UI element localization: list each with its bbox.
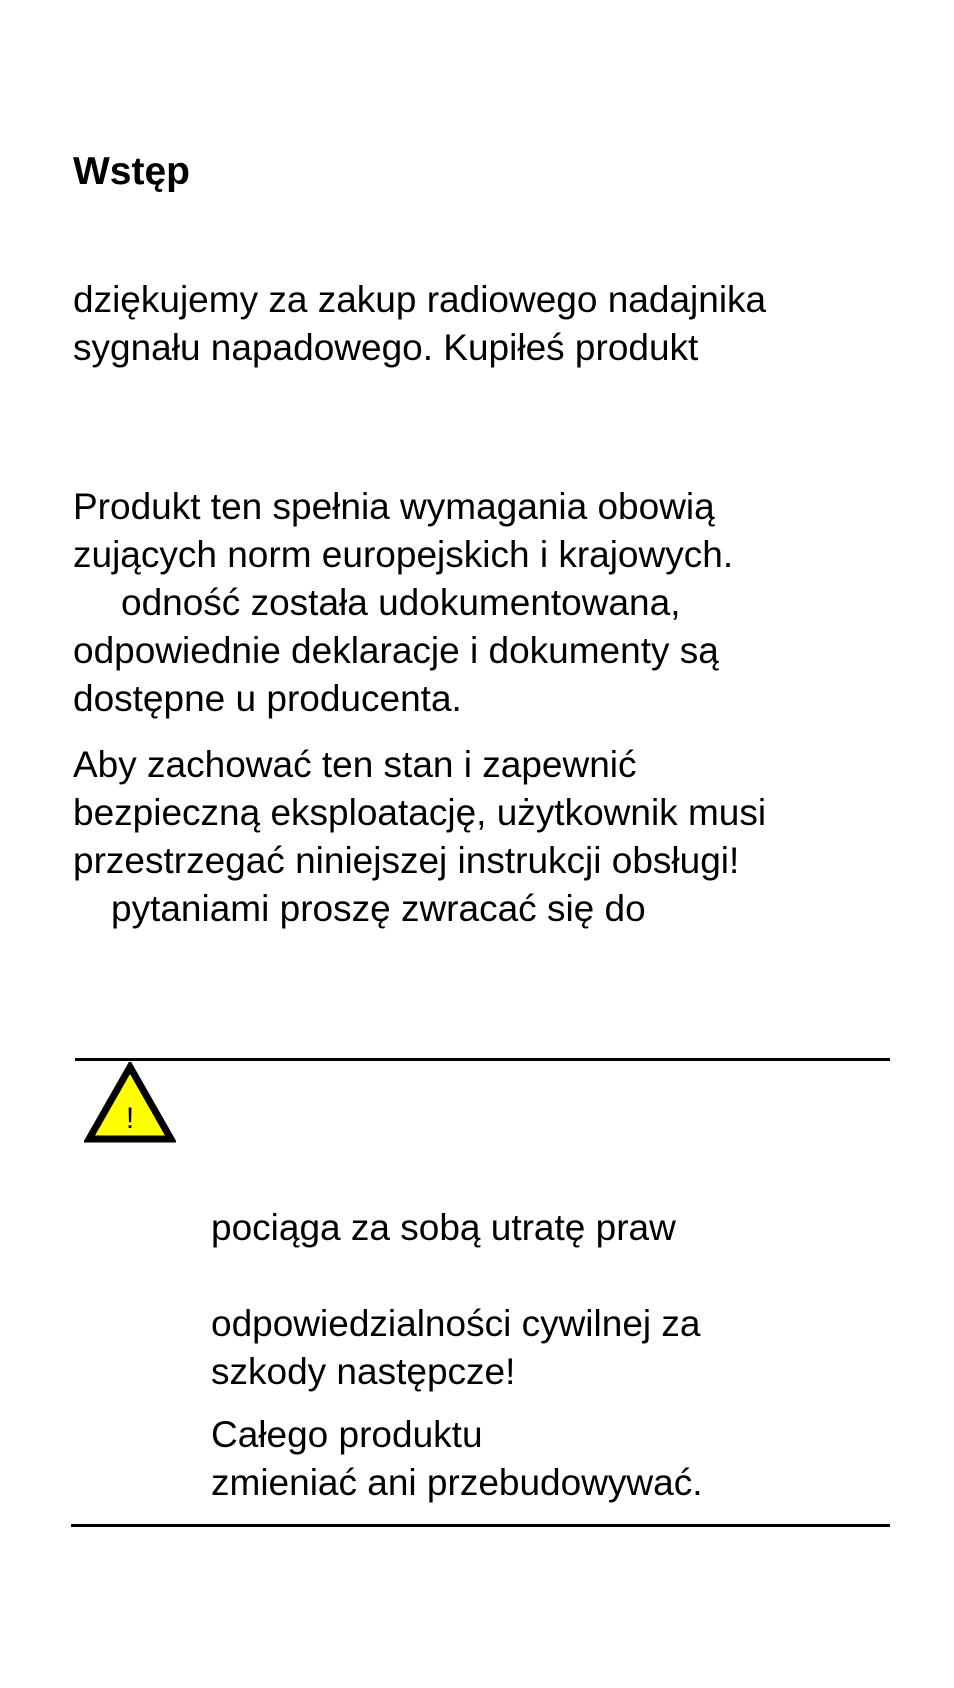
warning-triangle-icon xyxy=(84,1062,176,1144)
text-line: pociąga za sobą utratę praw xyxy=(211,1207,676,1248)
warning-exclamation: ! xyxy=(125,1102,135,1135)
text-line: bezpieczną eksploatację, użytkownik musi xyxy=(73,792,767,833)
warning-top-divider xyxy=(75,1058,890,1061)
warning-paragraph xyxy=(211,1411,891,1507)
text-line: zmieniać ani przebudowywać. xyxy=(211,1462,703,1503)
text-line: dziękujemy za zakup radiowego nadajnika xyxy=(73,279,767,320)
text-line: Aby zachować ten stan i zapewnić xyxy=(73,744,637,785)
instructions-paragraph xyxy=(73,741,913,933)
text-line: dostępne u producenta. xyxy=(73,678,462,719)
text-line: Całego produktu xyxy=(211,1414,483,1455)
text-line: odpowiedzialności cywilnej za xyxy=(211,1303,701,1344)
warning-paragraph xyxy=(211,1300,891,1396)
text-line: Produkt ten spełnia wymagania obowią xyxy=(73,486,715,527)
section-heading: Wstęp xyxy=(73,150,190,193)
text-line: pytaniami proszę zwracać się do xyxy=(111,888,646,929)
warning-bottom-divider xyxy=(71,1524,890,1527)
warning-paragraph xyxy=(211,1204,891,1252)
text-line: sygnału napadowego. Kupiłeś produkt xyxy=(73,327,699,368)
text-line: szkody następcze! xyxy=(211,1351,516,1392)
text-line: odpowiednie deklaracje i dokumenty są xyxy=(73,630,719,671)
intro-paragraph xyxy=(73,276,913,372)
compliance-paragraph xyxy=(73,483,913,723)
text-line: odność została udokumentowana, xyxy=(121,582,681,623)
text-line: przestrzegać niniejszej instrukcji obsługi! xyxy=(73,840,740,881)
text-line: zujących norm europejskich i krajowych. xyxy=(73,534,734,575)
